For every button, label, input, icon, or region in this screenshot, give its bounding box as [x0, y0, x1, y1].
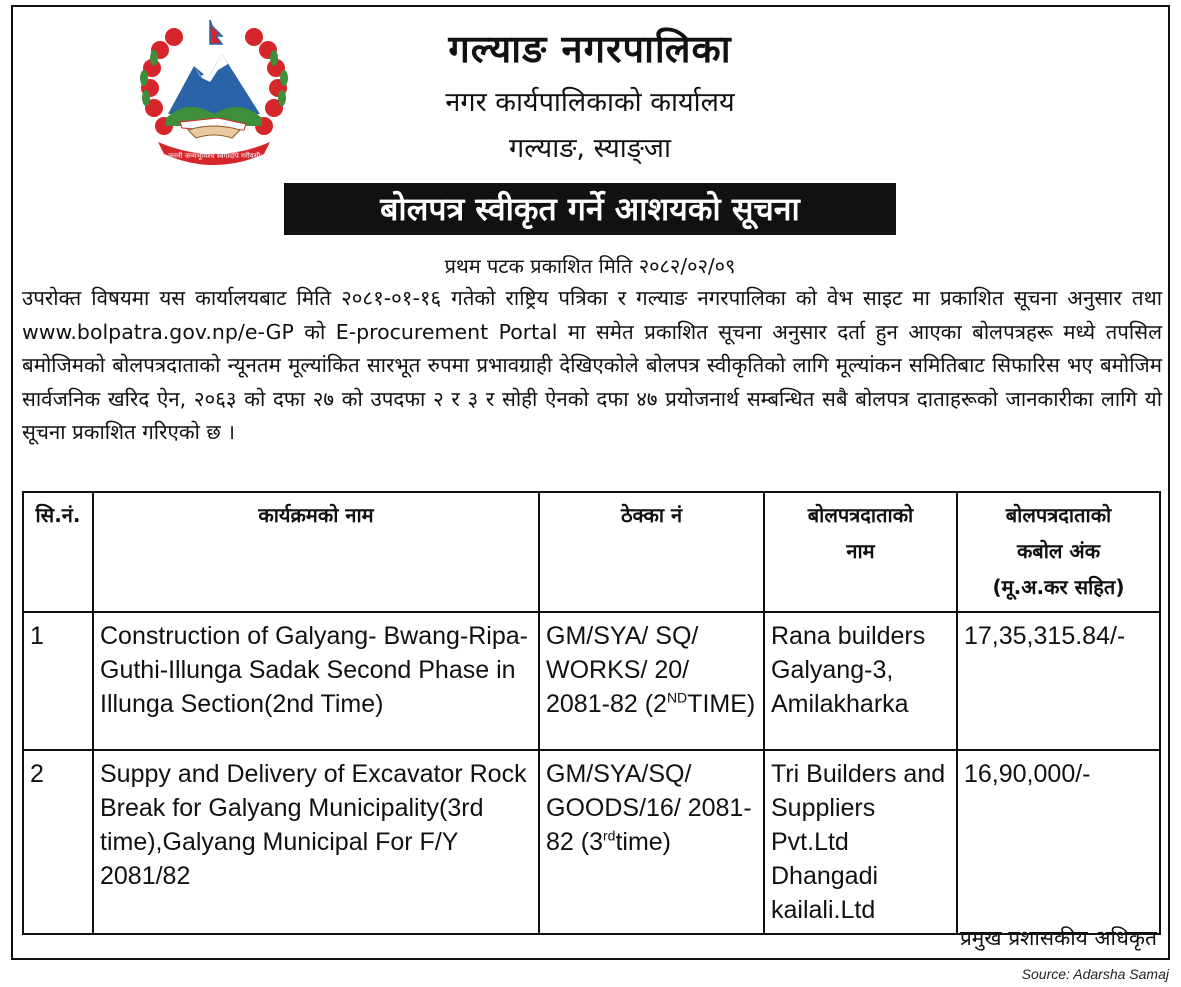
- cell-sn: 2: [23, 750, 93, 934]
- header-sn: सि.नं.: [23, 492, 93, 612]
- municipality-name: गल्याङ नगरपालिका: [448, 27, 732, 71]
- header-amount-line2: कबोल अंक: [1016, 539, 1101, 563]
- header-amount: [957, 492, 1160, 612]
- header-contract: ठेक्का नं: [539, 492, 764, 612]
- signatory-title: प्रमुख प्रशासकीय अधिकृत: [959, 926, 1157, 950]
- header-bidder-line2: नाम: [846, 539, 875, 563]
- notice-title: बोलपत्र स्वीकृत गर्ने आशयको सूचना: [284, 183, 896, 235]
- cell-amount: 16,90,000/-: [957, 750, 1160, 934]
- office-name: नगर कार्यपालिकाको कार्यालय: [445, 87, 735, 118]
- office-location: गल्याङ, स्याङ्जा: [509, 133, 671, 164]
- nepal-emblem-icon: [128, 18, 300, 168]
- cell-contract: [539, 612, 764, 750]
- cell-sn: 1: [23, 612, 93, 750]
- table-row: [23, 612, 1160, 750]
- bid-table: [22, 491, 1161, 935]
- cell-bidder: Rana builders Galyang-3, Amilakharka: [764, 612, 957, 750]
- cell-program: Construction of Galyang- Bwang-Ripa- Guthi-Illunga Sadak Second Phase in Illunga Section(2nd Time): [93, 612, 539, 750]
- header-bidder-line1: बोलपत्रदाताको: [807, 503, 914, 527]
- contract-superscript: ND: [666, 689, 688, 706]
- header-bidder: [764, 492, 957, 612]
- contract-tail: TIME): [687, 690, 756, 718]
- header-program: कार्यक्रमको नाम: [93, 492, 539, 612]
- source-credit: Source: Adarsha Samaj: [1021, 966, 1169, 982]
- table-row: [23, 750, 1160, 934]
- header-amount-line1: बोलपत्रदाताको: [1005, 503, 1112, 527]
- cell-contract: [539, 750, 764, 934]
- cell-amount: 17,35,315.84/-: [957, 612, 1160, 750]
- published-date: प्रथम पटक प्रकाशित मिति २०८२/०२/०९: [444, 254, 736, 278]
- contract-superscript: rd: [602, 827, 616, 844]
- table-header-row: [23, 492, 1160, 612]
- contract-text: GM/SYA/SQ/ GOODS/16/ 2081-82 (3: [546, 760, 752, 856]
- contract-text: GM/SYA/ SQ/ WORKS/ 20/ 2081-82 (2: [546, 622, 699, 718]
- emblem-motto: जननी जन्मभूमिश्च स्वर्गादपि गरीयसी: [167, 152, 261, 160]
- notice-body: उपरोक्त विषयमा यस कार्यालयबाट मिति २०८१-०१-१६ गतेको राष्ट्रिय पत्रिका र गल्याङ नगरपालिका को वेभ साइट मा प्रकाशित सूचना अनुसार तथा www.bolpatra.gov.np/e-GP को E-procurement Portal मा समेत प्रकाशित सूचना अनुसार दर्ता हुन आएका बोलपत्रहरू मध्ये तपसिल बमोजिमको बोलपत्रदाताको न्यूनतम मूल्यांकित सारभूत रुपमा प्रभावग्राही देखिएकोले बोलपत्र स्वीकृतिको लागि मूल्यांकन समितिबाट सिफारिस भए बमोजिम सार्वजनिक खरिद ऐन, २०६३ को दफा २७ को उपदफा २ र ३ र सोही ऐनको दफा ४७ प्रयोजनार्थ सम्बन्धित सबै बोलपत्र दाताहरूको जानकारीका लागि यो सूचना प्रकाशित गरिएको छ ।: [22, 286, 1162, 444]
- contract-tail: time): [615, 828, 671, 856]
- header-amount-line3: (मू.अ.कर सहित): [992, 575, 1125, 599]
- cell-bidder: Tri Builders and Suppliers Pvt.Ltd Dhangadi kailali.Ltd: [764, 750, 957, 934]
- cell-program: Suppy and Delivery of Excavator Rock Break for Galyang Municipality(3rd time),Galyang Municipal For F/Y 2081/82: [93, 750, 539, 934]
